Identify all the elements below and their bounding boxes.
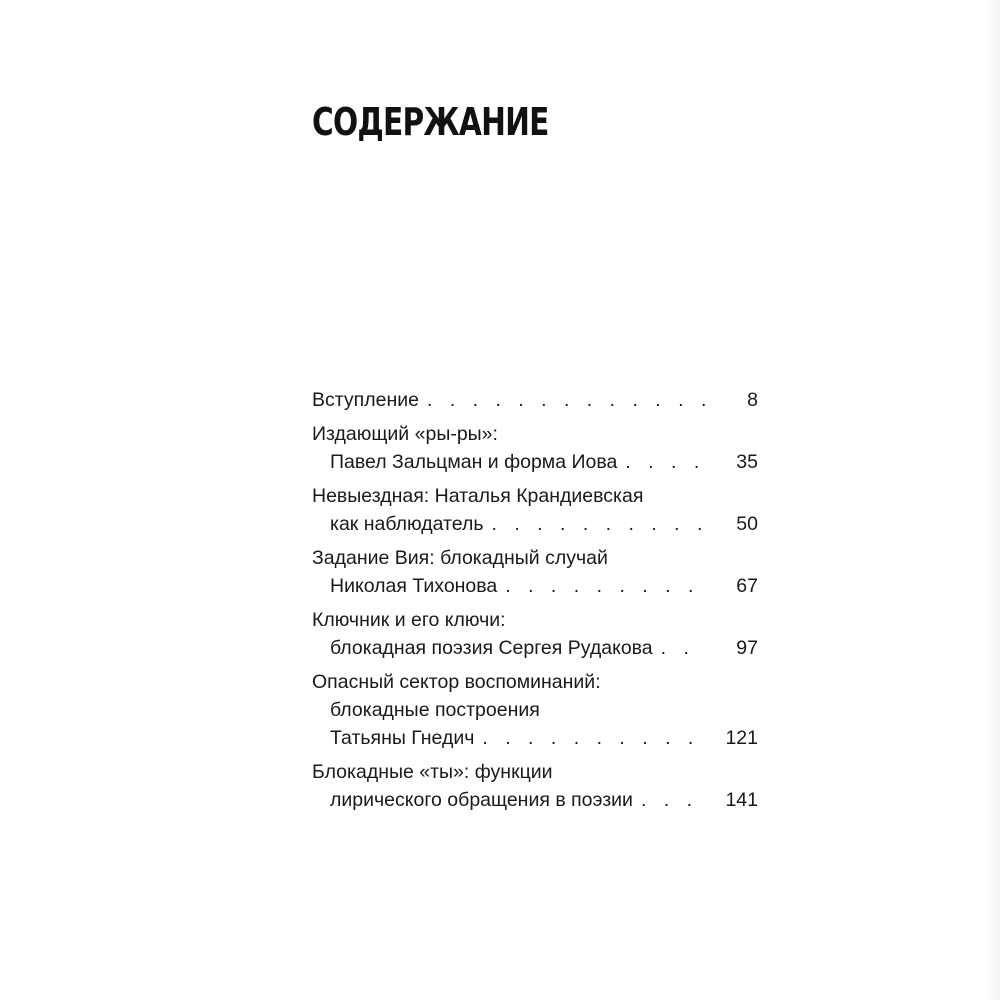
toc-entry-line: Издающий «ры-ры»: bbox=[312, 423, 498, 445]
page-edge-shadow bbox=[988, 0, 1000, 1000]
toc-page-number: 8 bbox=[747, 389, 758, 411]
toc-entry bbox=[312, 668, 758, 752]
toc-entry-line: Задание Вия: блокадный случай bbox=[312, 547, 608, 569]
toc-page-number: 50 bbox=[736, 513, 758, 535]
page-title: СОДЕРЖАНИЕ bbox=[312, 100, 549, 144]
toc-page-number: 141 bbox=[725, 789, 758, 811]
toc-entry-text: Николая Тихонова bbox=[330, 575, 498, 597]
toc-entry-line bbox=[312, 572, 758, 600]
dot-leader bbox=[661, 634, 706, 662]
toc-entry-line bbox=[312, 786, 758, 814]
toc-entry-text: как наблюдатель bbox=[330, 513, 484, 535]
toc-entry bbox=[312, 386, 758, 414]
toc-entry bbox=[312, 606, 758, 662]
toc-entry-text: блокадная поэзия Сергея Рудакова bbox=[330, 637, 653, 659]
toc-entry bbox=[312, 544, 758, 600]
toc-entry bbox=[312, 482, 758, 538]
dot-leader bbox=[482, 724, 703, 752]
dot-leader bbox=[427, 386, 706, 414]
toc-entry-line: Блокадные «ты»: функции bbox=[312, 761, 553, 783]
dot-leader bbox=[491, 510, 706, 538]
toc-entry-text: Вступление bbox=[312, 389, 419, 411]
toc-page-number: 35 bbox=[736, 451, 758, 473]
toc-entry-line bbox=[312, 386, 758, 414]
toc-entry-text: лирического обращения в поэзии bbox=[330, 789, 633, 811]
toc-entry-text: Павел Зальцман и форма Иова bbox=[330, 451, 618, 473]
dot-leader bbox=[505, 572, 706, 600]
toc-entry-line bbox=[312, 448, 758, 476]
toc-entry bbox=[312, 420, 758, 476]
table-of-contents bbox=[312, 386, 758, 820]
toc-page-number: 121 bbox=[725, 727, 758, 749]
toc-entry-line: Опасный сектор воспоминаний: bbox=[312, 671, 601, 693]
toc-entry-line: Невыездная: Наталья Крандиевская bbox=[312, 485, 644, 507]
toc-page-number: 67 bbox=[736, 575, 758, 597]
toc-entry bbox=[312, 758, 758, 814]
toc-page-number: 97 bbox=[736, 637, 758, 659]
dot-leader bbox=[625, 448, 706, 476]
toc-entry-line bbox=[312, 724, 758, 752]
toc-entry-line: Ключник и его ключи: bbox=[312, 609, 506, 631]
toc-entry-line bbox=[312, 510, 758, 538]
toc-entry-line bbox=[312, 634, 758, 662]
toc-entry-line: блокадные построения bbox=[330, 699, 540, 721]
dot-leader bbox=[641, 786, 703, 814]
toc-entry-text: Татьяны Гнедич bbox=[330, 727, 475, 749]
